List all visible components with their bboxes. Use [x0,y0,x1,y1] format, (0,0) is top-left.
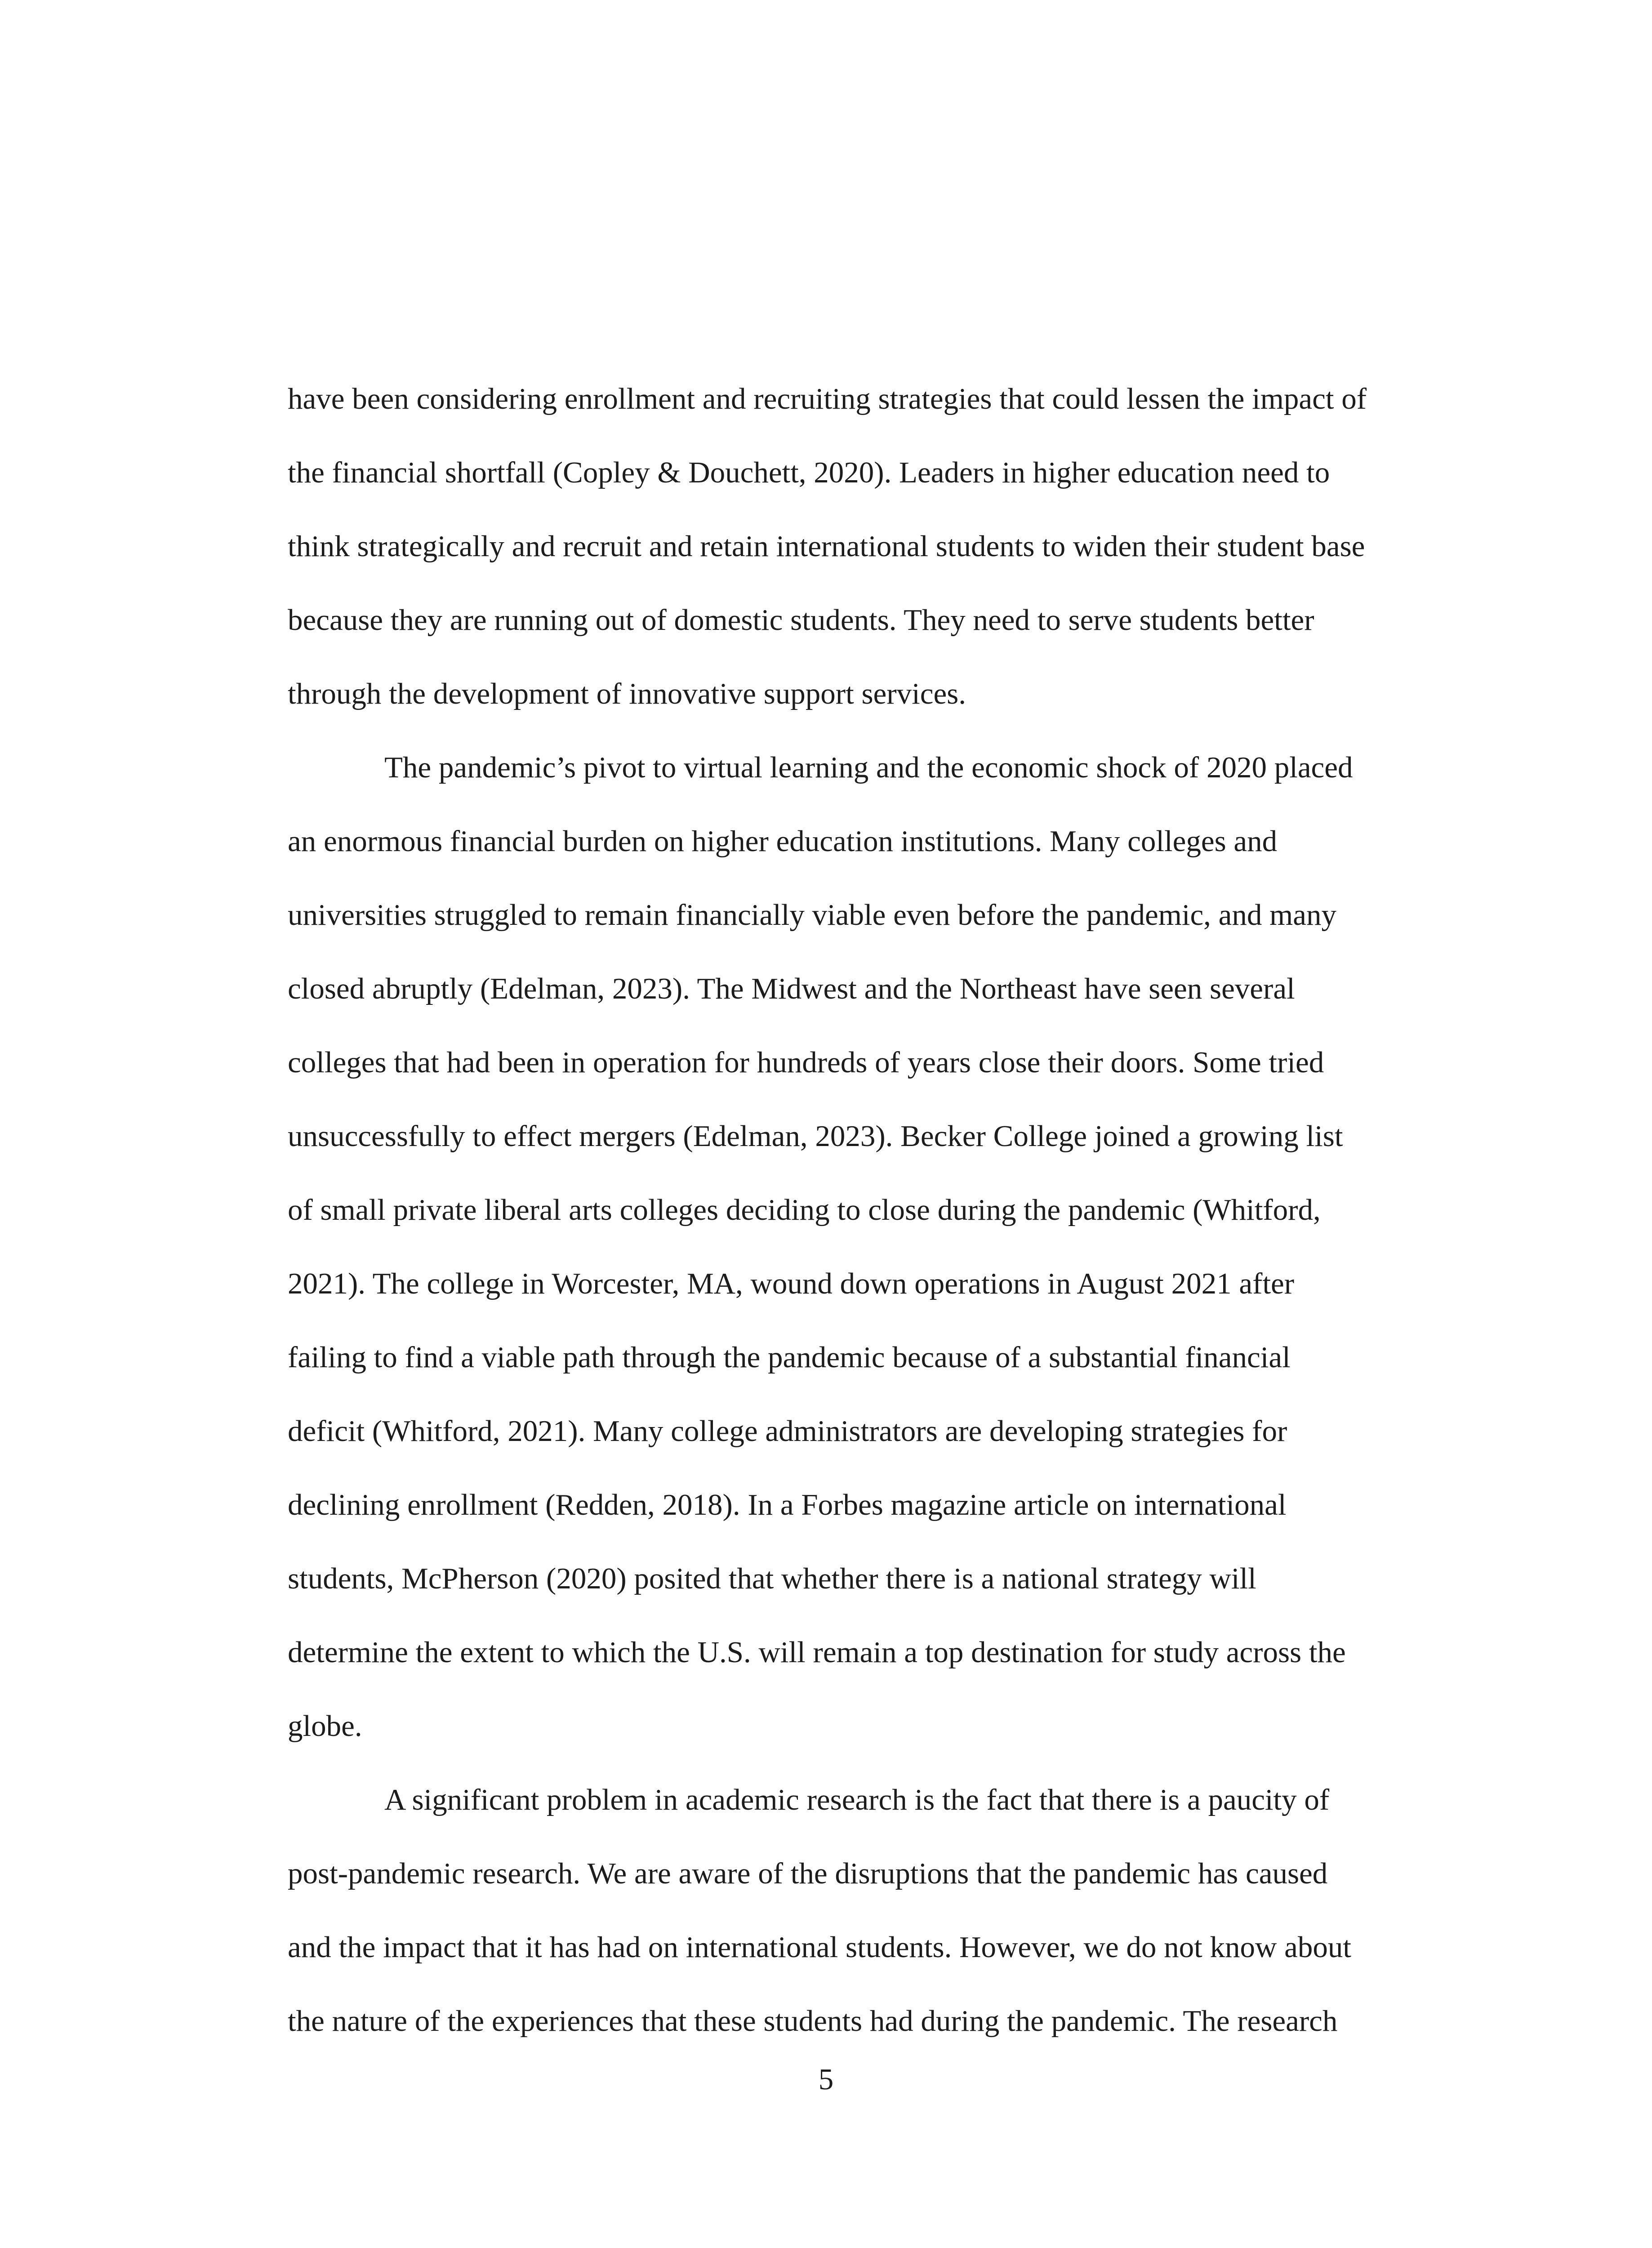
paragraph-first-line: A significant problem in academic research is the fact that there is a paucity of [384,1783,1330,1816]
page-number: 5 [818,2063,834,2096]
paragraph-first-line: The pandemic’s pivot to virtual learning and the economic shock of 2020 placed [384,751,1353,784]
text-line: colleges that had been in operation for hundreds of years close their doors. Some tried [288,1046,1324,1079]
text-line: 2021). The college in Worcester, MA, wound down operations in August 2021 after [288,1267,1295,1300]
text-line: failing to find a viable path through the pandemic because of a substantial financial [288,1341,1291,1374]
text-line: because they are running out of domestic students. They need to serve students better [288,603,1314,637]
text-line: think strategically and recruit and retain international students to widen their student base [288,530,1365,563]
text-line: of small private liberal arts colleges deciding to close during the pandemic (Whitford, [288,1193,1321,1227]
text-line: declining enrollment (Redden, 2018). In a Forbes magazine article on international [288,1488,1287,1521]
text-line: the nature of the experiences that these students had during the pandemic. The research [288,2004,1338,2038]
text-line: students, McPherson (2020) posited that whether there is a national strategy will [288,1562,1256,1595]
text-line: unsuccessfully to effect mergers (Edelman, 2023). Becker College joined a growing list [288,1120,1343,1153]
text-line: have been considering enrollment and recruiting strategies that could lessen the impact of [288,382,1367,415]
text-line: globe. [288,1709,362,1743]
text-line: universities struggled to remain financially viable even before the pandemic, and many [288,898,1337,932]
text-line: deficit (Whitford, 2021). Many college administrators are developing strategies for [288,1414,1287,1448]
text-line: determine the extent to which the U.S. will remain a top destination for study across the [288,1636,1346,1669]
text-line: the financial shortfall (Copley & Douchett, 2020). Leaders in higher education need to [288,456,1330,489]
text-line: closed abruptly (Edelman, 2023). The Midwest and the Northeast have seen several [288,972,1295,1005]
text-line: through the development of innovative support services. [288,677,966,710]
text-line: post-pandemic research. We are aware of the disruptions that the pandemic has caused [288,1857,1328,1890]
body-text [288,362,1438,2058]
text-line: and the impact that it has had on international students. However, we do not know about [288,1931,1351,1964]
text-line: an enormous financial burden on higher education institutions. Many colleges and [288,825,1278,858]
